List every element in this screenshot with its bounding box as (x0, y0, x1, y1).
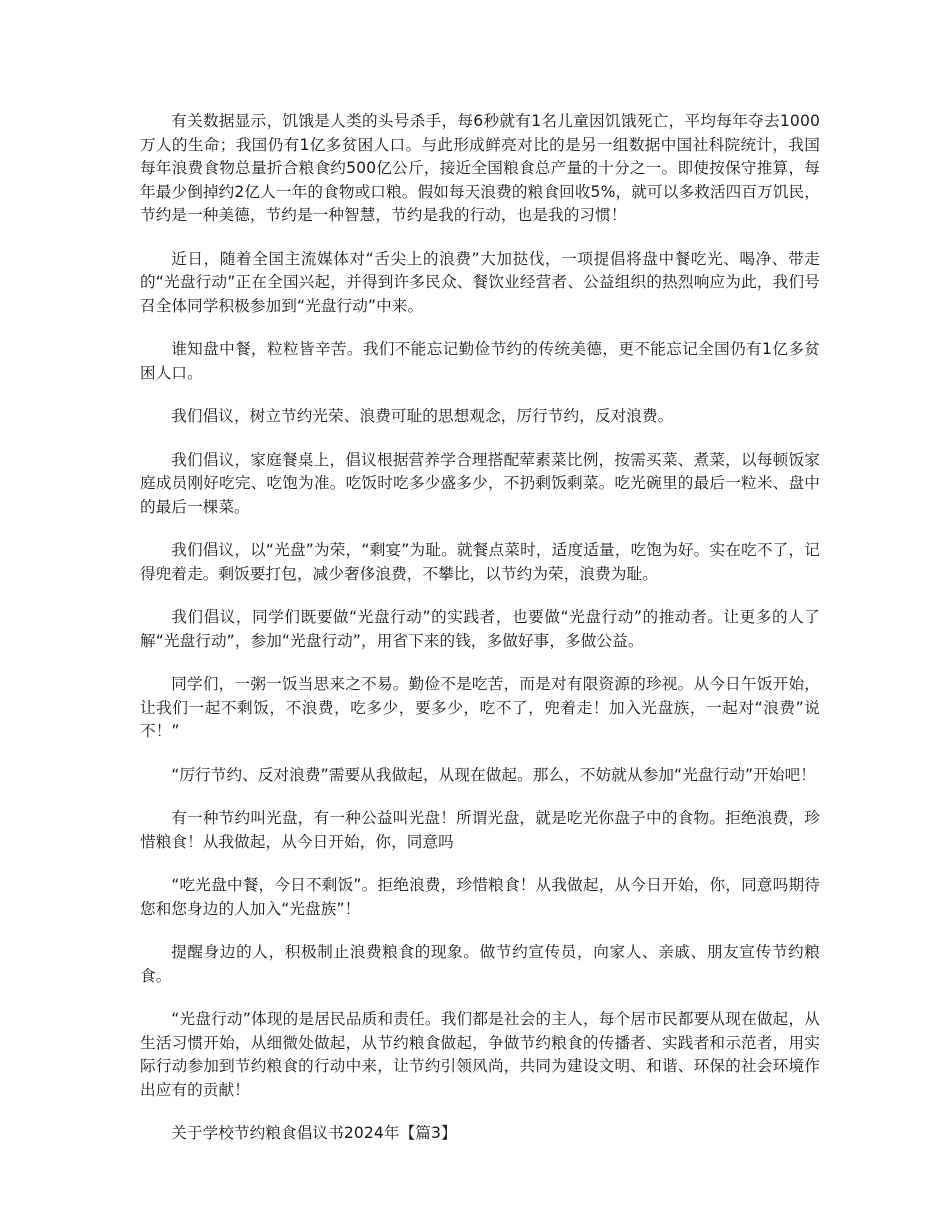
paragraph-eat-all: “吃光盘中餐，今日不剩饭”。拒绝浪费，珍惜粮食！从我做起，从今日开始，你，同意吗期待您和您身边的人加入“光盘族”！ (140, 876, 820, 918)
paragraph-remind-others: 提醒身边的人，积极制止浪费粮食的现象。做节约宣传员，向家人、亲戚、朋友宣传节约粮食。 (140, 943, 820, 985)
paragraph-responsibility: “光盘行动”体现的是居民品质和责任。我们都是社会的主人，每个居市民都要从现在做起，从生活习惯开始，从细微处做起，从节约粮食做起，争做节约粮食的传播者、实践者和示范者，用实际行动参加到节约粮食的行动中来，让节约引领风尚，共同为建设文明、和谐、环保的社会环境作出应有的贡献！ (140, 1010, 820, 1099)
paragraph-saving-is-clean-plate: 有一种节约叫光盘，有一种公益叫光盘！所谓光盘，就是吃光你盘子中的食物。拒绝浪费，珍惜粮食！从我做起，从今日开始，你，同意吗 (140, 809, 820, 851)
paragraph-start-from-me: “厉行节约、反对浪费”需要从我做起，从现在做起。那么，不妨就从参加“光盘行动”开始吧！ (171, 765, 816, 784)
paragraph-proposal-values: 我们倡议，树立节约光荣、浪费可耻的思想观念，厉行节约，反对浪费。 (171, 407, 674, 425)
paragraph-proposal-clean-plate-honor: 我们倡议，以“光盘”为荣，“剩宴”为耻。就餐点菜时，适度适量，吃饱为好。实在吃不了，记得兜着走。剩饭要打包，减少奢侈浪费，不攀比，以节约为荣，浪费为耻。 (140, 541, 820, 583)
paragraph-proposal-family-table: 我们倡议，家庭餐桌上，倡议根据营养学合理搭配荤素菜比例，按需买菜、煮菜，以每顿饭家庭成员刚好吃完、吃饱为准。吃饭时吃多少盛多少，不扔剩饭剩菜。吃光碗里的最后一粒米、盘中的最后一棵菜。 (140, 450, 820, 516)
paragraph-hunger-statistics: 有关数据显示，饥饿是人类的头号杀手，每6秒就有1名儿童因饥饿死亡，平均每年夺去1000万人的生命；我国仍有1亿多贫困人口。与此形成鲜亮对比的是另一组数据中国社科院统计，我国每年浪费食物总量折合粮食约500亿公斤，接近全国粮食总产量的十分之一。即使按保守推算，每年最少倒掉约2亿人一年的食物或口粮。假如每天浪费的粮食回收5%，就可以多救活四百万饥民，节约是一种美德，节约是一种智慧，节约是我的行动，也是我的习惯！ (140, 112, 820, 224)
paragraph-every-grain: 谁知盘中餐，粒粒皆辛苦。我们不能忘记勤俭节约的传统美德，更不能忘记全国仍有1亿多贫困人口。 (140, 340, 820, 382)
paragraph-proposal-practitioners: 我们倡议，同学们既要做“光盘行动”的实践者，也要做“光盘行动”的推动者。让更多的人了解“光盘行动”，参加“光盘行动”，用省下来的钱，多做好事，多做公益。 (140, 608, 820, 650)
section-heading-part-3: 关于学校节约粮食倡议书2024年【篇3】 (171, 1124, 457, 1142)
paragraph-classmates: 同学们，一粥一饭当思来之不易。勤俭不是吃苦，而是对有限资源的珍视。从今日午饭开始，让我们一起不剩饭，不浪费，吃多少，要多少，吃不了，兜着走！加入光盘族，一起对“浪费”说不！” (140, 675, 820, 740)
paragraph-clean-plate-campaign: 近日，随着全国主流媒体对“舌尖上的浪费”大加挞伐，一项提倡将盘中餐吃光、喝净、带走的“光盘行动”正在全国兴起，并得到许多民众、餐饮业经营者、公益组织的热烈响应为此，我们号召全体同学积极参加到“光盘行动”中来。 (140, 249, 820, 315)
